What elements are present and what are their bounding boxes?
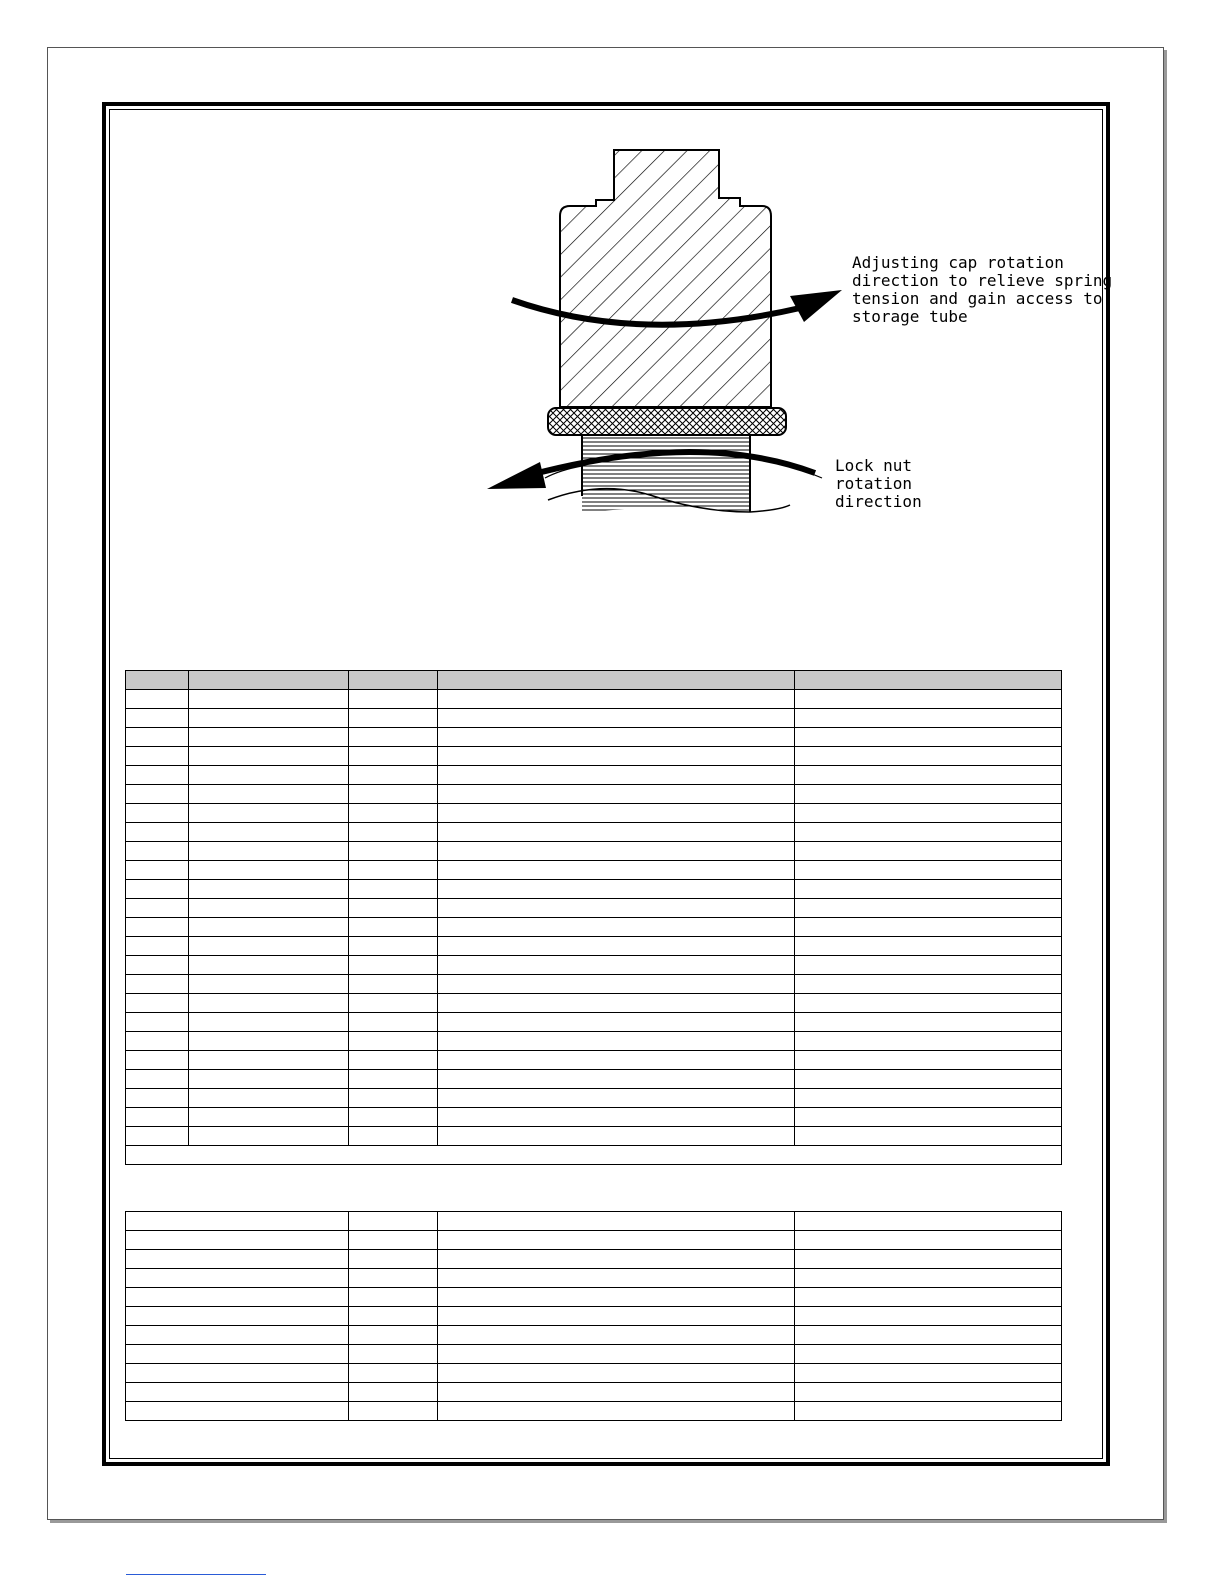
table-cell <box>189 1127 349 1146</box>
table-row <box>126 1364 1062 1383</box>
table-cell <box>438 899 795 918</box>
table-cell <box>349 1269 438 1288</box>
table-cell <box>795 1269 1062 1288</box>
table-row <box>126 842 1062 861</box>
table-row <box>126 728 1062 747</box>
secondary-list-table <box>125 1211 1062 1421</box>
table-cell <box>438 1108 795 1127</box>
table-cell <box>349 1127 438 1146</box>
table-cell <box>126 861 189 880</box>
table-cell <box>126 899 189 918</box>
table-cell <box>795 671 1062 690</box>
table-cell <box>795 1089 1062 1108</box>
table-row <box>126 1032 1062 1051</box>
table-cell <box>126 994 189 1013</box>
table-cell <box>349 747 438 766</box>
table-cell <box>126 1383 349 1402</box>
table-cell <box>349 1108 438 1127</box>
table-row <box>126 1288 1062 1307</box>
table-cell <box>438 1231 795 1250</box>
table-cell <box>438 1051 795 1070</box>
table-cell <box>189 842 349 861</box>
table-cell <box>795 842 1062 861</box>
table-cell <box>438 842 795 861</box>
table-cell <box>795 1307 1062 1326</box>
table-cell <box>126 690 189 709</box>
table-cell <box>438 1032 795 1051</box>
table-cell <box>349 728 438 747</box>
table-cell <box>126 1288 349 1307</box>
table-cell <box>126 766 189 785</box>
footer-link[interactable] <box>126 1574 266 1585</box>
table-cell <box>126 842 189 861</box>
table-cell <box>126 1345 349 1364</box>
table-cell <box>438 671 795 690</box>
table-cell <box>349 937 438 956</box>
table-cell <box>795 975 1062 994</box>
table-cell <box>189 1108 349 1127</box>
table-row <box>126 1051 1062 1070</box>
table-cell <box>795 1364 1062 1383</box>
table-cell <box>438 1013 795 1032</box>
table-cell <box>349 690 438 709</box>
table-cell <box>349 956 438 975</box>
table-cell <box>438 994 795 1013</box>
table-cell <box>438 804 795 823</box>
table-cell <box>438 975 795 994</box>
table-cell <box>795 709 1062 728</box>
table-row <box>126 1345 1062 1364</box>
table-row <box>126 1402 1062 1421</box>
table-cell <box>189 861 349 880</box>
table-cell <box>189 937 349 956</box>
table-cell <box>189 1089 349 1108</box>
table-cell <box>126 1013 189 1032</box>
table-cell <box>438 1402 795 1421</box>
table-cell <box>126 1231 349 1250</box>
table-row <box>126 690 1062 709</box>
table-row <box>126 994 1062 1013</box>
table-row <box>126 1070 1062 1089</box>
table-cell <box>438 880 795 899</box>
table-cell <box>126 1307 349 1326</box>
table-cell <box>126 1402 349 1421</box>
table-cell <box>126 1127 189 1146</box>
parts-list-table <box>125 670 1062 1165</box>
table-cell <box>795 1051 1062 1070</box>
table-cell <box>189 690 349 709</box>
table-cell <box>795 899 1062 918</box>
table-cell <box>189 918 349 937</box>
table-cell <box>126 1364 349 1383</box>
table-cell <box>126 1212 349 1231</box>
table-cell <box>438 918 795 937</box>
table-cell <box>795 937 1062 956</box>
table-cell <box>349 1345 438 1364</box>
table-cell <box>189 880 349 899</box>
table-cell <box>438 1212 795 1231</box>
table-row <box>126 785 1062 804</box>
table-row <box>126 1212 1062 1231</box>
table-cell <box>795 1383 1062 1402</box>
table-cell <box>189 671 349 690</box>
table-cell <box>795 1231 1062 1250</box>
table-row <box>126 899 1062 918</box>
table-cell <box>438 1269 795 1288</box>
table-cell <box>795 1127 1062 1146</box>
locknut-rotation-label: Lock nut rotation direction <box>835 456 922 511</box>
table-cell <box>795 804 1062 823</box>
table-row <box>126 1383 1062 1402</box>
table-cell <box>438 728 795 747</box>
table-cell <box>126 728 189 747</box>
table-cell <box>126 747 189 766</box>
table-cell <box>795 1070 1062 1089</box>
table-cell <box>349 918 438 937</box>
table-cell <box>349 1402 438 1421</box>
table-row <box>126 1108 1062 1127</box>
table-cell <box>438 1250 795 1269</box>
cap-rotation-label: Adjusting cap rotation direction to relieve spring tension and gain access to storage tube <box>852 253 1113 326</box>
table-cell <box>349 1089 438 1108</box>
adjusting-cap-body <box>560 150 771 407</box>
table-cell <box>189 975 349 994</box>
table-cell <box>126 804 189 823</box>
table-cell <box>126 1326 349 1345</box>
table-cell <box>189 709 349 728</box>
table-cell <box>438 1326 795 1345</box>
table-cell <box>795 918 1062 937</box>
table-cell <box>795 1326 1062 1345</box>
table-cell <box>349 671 438 690</box>
table-row <box>126 766 1062 785</box>
table-cell <box>795 823 1062 842</box>
table-cell <box>795 1212 1062 1231</box>
table-row <box>126 709 1062 728</box>
table-cell <box>438 823 795 842</box>
table-cell <box>438 766 795 785</box>
table-cell <box>438 1364 795 1383</box>
table-cell <box>189 747 349 766</box>
table-cell <box>795 880 1062 899</box>
table-row <box>126 1127 1062 1146</box>
table-cell <box>126 671 189 690</box>
table-cell <box>438 1089 795 1108</box>
table-cell <box>795 1013 1062 1032</box>
table-cell <box>126 1146 1062 1165</box>
table-cell <box>189 899 349 918</box>
table-cell <box>126 918 189 937</box>
table-cell <box>126 937 189 956</box>
table-cell <box>438 1307 795 1326</box>
table-cell <box>189 994 349 1013</box>
table-cell <box>349 975 438 994</box>
table-cell <box>438 956 795 975</box>
table-cell <box>126 1269 349 1288</box>
table-cell <box>438 747 795 766</box>
table-cell <box>438 1383 795 1402</box>
table-cell <box>795 1402 1062 1421</box>
table-row <box>126 880 1062 899</box>
table-row <box>126 975 1062 994</box>
table-cell <box>438 1288 795 1307</box>
table-cell <box>189 956 349 975</box>
table-cell <box>349 785 438 804</box>
table-cell <box>349 1288 438 1307</box>
table-cell <box>126 1250 349 1269</box>
table-row <box>126 1307 1062 1326</box>
table-cell <box>795 747 1062 766</box>
table-cell <box>126 1051 189 1070</box>
table-cell <box>126 1108 189 1127</box>
table-cell <box>349 842 438 861</box>
lock-nut <box>548 408 786 435</box>
table-cell <box>189 804 349 823</box>
table-cell <box>795 1288 1062 1307</box>
table-cell <box>349 1326 438 1345</box>
table-cell <box>438 861 795 880</box>
table-row <box>126 1013 1062 1032</box>
table-cell <box>126 880 189 899</box>
table-cell <box>189 1032 349 1051</box>
table-cell <box>795 1108 1062 1127</box>
table-row <box>126 804 1062 823</box>
table-cell <box>189 1070 349 1089</box>
table-row <box>126 1250 1062 1269</box>
table-cell <box>189 766 349 785</box>
table-cell <box>126 1089 189 1108</box>
table-cell <box>438 785 795 804</box>
table-cell <box>349 1070 438 1089</box>
table-cell <box>349 1250 438 1269</box>
table-cell <box>126 1070 189 1089</box>
table-row <box>126 918 1062 937</box>
table-cell <box>126 956 189 975</box>
table-cell <box>126 785 189 804</box>
table-row <box>126 1269 1062 1288</box>
table-row <box>126 956 1062 975</box>
table-cell <box>438 690 795 709</box>
table-row <box>126 1326 1062 1345</box>
table-row <box>126 1231 1062 1250</box>
table-cell <box>795 861 1062 880</box>
table-cell <box>189 785 349 804</box>
table-cell <box>349 709 438 728</box>
table-cell <box>349 899 438 918</box>
table-cell <box>438 937 795 956</box>
table-cell <box>349 994 438 1013</box>
table-row <box>126 861 1062 880</box>
table-cell <box>795 994 1062 1013</box>
table-cell <box>349 880 438 899</box>
table-row <box>126 747 1062 766</box>
table-row <box>126 937 1062 956</box>
table-cell <box>126 975 189 994</box>
table-cell <box>438 1127 795 1146</box>
table-row <box>126 823 1062 842</box>
table-cell <box>349 1231 438 1250</box>
table-cell <box>795 728 1062 747</box>
table-cell <box>349 1212 438 1231</box>
adjusting-cap-diagram <box>470 140 890 525</box>
table-cell <box>189 728 349 747</box>
table-cell <box>795 1345 1062 1364</box>
table-cell <box>189 823 349 842</box>
table-cell <box>795 766 1062 785</box>
table-cell <box>795 956 1062 975</box>
table-row <box>126 1089 1062 1108</box>
table-cell <box>349 823 438 842</box>
table-cell <box>349 1013 438 1032</box>
table-cell <box>438 709 795 728</box>
table-cell <box>349 861 438 880</box>
table-cell <box>349 1051 438 1070</box>
table-cell <box>349 1364 438 1383</box>
table-cell <box>349 766 438 785</box>
threaded-stem <box>582 436 750 516</box>
table-cell <box>349 1307 438 1326</box>
table-cell <box>795 785 1062 804</box>
table-header-row <box>126 671 1062 690</box>
table-cell <box>126 709 189 728</box>
table-cell <box>126 823 189 842</box>
table-cell <box>438 1345 795 1364</box>
table-cell <box>349 1383 438 1402</box>
table-cell <box>438 1070 795 1089</box>
table-cell <box>126 1032 189 1051</box>
table-cell <box>795 1032 1062 1051</box>
table-cell <box>189 1013 349 1032</box>
table-cell <box>349 804 438 823</box>
table-cell <box>795 690 1062 709</box>
table-cell <box>189 1051 349 1070</box>
table-cell <box>795 1250 1062 1269</box>
table-cell <box>349 1032 438 1051</box>
table-row <box>126 1146 1062 1165</box>
